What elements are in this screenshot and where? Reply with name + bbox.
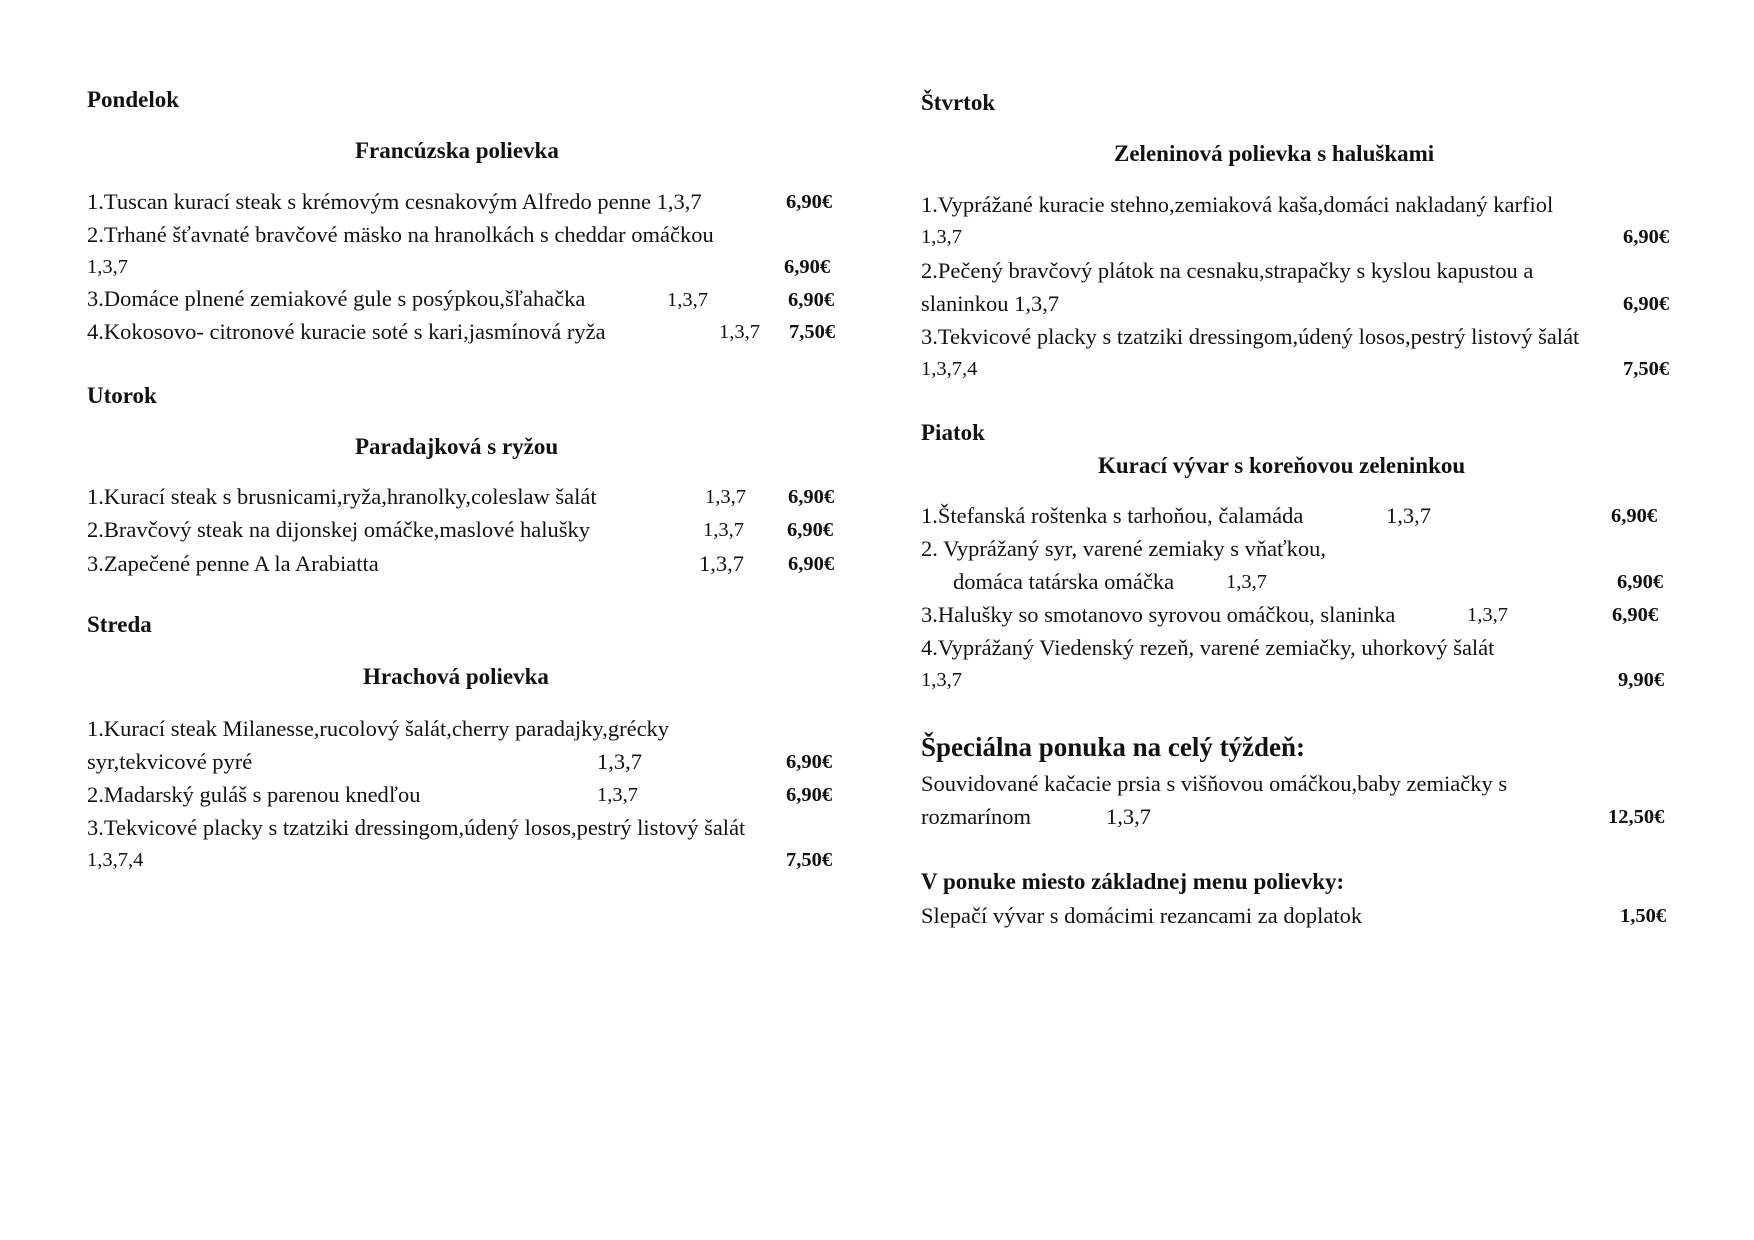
menu-item-text: 3.Tekvicové placky s tzatziki dressingom,údený losos,pestrý listový šalát <box>87 815 746 840</box>
menu-item-price: 6,90€ <box>787 519 834 541</box>
menu-item-price: 6,90€ <box>1623 226 1670 248</box>
menu-item-price: 6,90€ <box>1611 505 1658 527</box>
menu-item-text-continued: domáca tatárska omáčka <box>953 569 1175 594</box>
soup-of-day-utorok: Paradajková s ryžou <box>355 434 559 459</box>
menu-item-text: 1.Kurací steak s brusnicami,ryža,hranolky,coleslaw šalát <box>87 484 597 509</box>
special-offer-text: Souvidované kačacie prsia s višňovou omáčkou,baby zemiačky s <box>921 771 1508 796</box>
menu-item-price: 7,50€ <box>789 321 836 343</box>
soup-of-day-piatok: Kurací vývar s koreňovou zeleninkou <box>1098 453 1466 478</box>
menu-item-text-continued: slaninkou 1,3,7 <box>921 291 1060 316</box>
special-offer-text-continued: rozmarínom <box>921 804 1031 829</box>
menu-item-price: 6,90€ <box>786 191 833 213</box>
day-heading-stvrtok: Štvrtok <box>921 90 996 115</box>
menu-item-allergens: 1,3,7 <box>705 486 746 508</box>
menu-item-allergens: 1,3,7,4 <box>921 358 978 380</box>
menu-item-price: 6,90€ <box>1612 604 1659 626</box>
menu-item-price: 7,50€ <box>1623 358 1670 380</box>
menu-item-price: 6,90€ <box>1617 571 1664 593</box>
menu-item-text: 4.Kokosovo- citronové kuracie soté s kari,jasmínová ryža <box>87 319 606 344</box>
menu-item-price: 6,90€ <box>786 784 833 806</box>
soup-substitute-title: V ponuke miesto základnej menu polievky: <box>921 869 1345 894</box>
menu-item-text: 1.Tuscan kurací steak s krémovým cesnakovým Alfredo penne 1,3,7 <box>87 189 702 214</box>
menu-item-text: 3.Domáce plnené zemiakové gule s posýpkou,šľahačka <box>87 286 586 311</box>
soup-of-day-stvrtok: Zeleninová polievka s haluškami <box>1114 141 1435 166</box>
menu-item-allergens: 1,3,7 <box>597 784 638 806</box>
menu-item-price: 6,90€ <box>788 289 835 311</box>
menu-item-text: 2. Vyprážaný syr, varené zemiaky s vňaťkou, <box>921 536 1327 561</box>
menu-item-price: 6,90€ <box>784 256 831 278</box>
menu-item-allergens: 1,3,7 <box>597 749 642 774</box>
menu-item-price: 6,90€ <box>1623 293 1670 315</box>
soup-substitute-text: Slepačí vývar s domácimi rezancami za doplatok <box>921 903 1363 928</box>
day-heading-pondelok: Pondelok <box>87 87 180 112</box>
soup-of-day-pondelok: Francúzska polievka <box>355 138 559 163</box>
menu-item-price: 6,90€ <box>788 553 835 575</box>
menu-item-text: 3.Halušky so smotanovo syrovou omáčkou, slaninka <box>921 602 1396 627</box>
menu-item-text: 2.Bravčový steak na dijonskej omáčke,maslové halušky <box>87 517 590 542</box>
day-heading-utorok: Utorok <box>87 383 157 408</box>
menu-item-allergens: 1,3,7 <box>703 519 744 541</box>
menu-item-allergens: 1,3,7 <box>921 669 962 691</box>
menu-item-text-continued: syr,tekvicové pyré <box>87 749 253 774</box>
menu-item-text: 1.Štefanská roštenka s tarhoňou, čalamáda <box>921 503 1304 528</box>
menu-item-text: 4.Vyprážaný Viedenský rezeň, varené zemiačky, uhorkový šalát <box>921 635 1495 660</box>
menu-item-text: 2.Madarský guláš s parenou knedľou <box>87 782 421 807</box>
soup-substitute-price: 1,50€ <box>1620 905 1667 927</box>
menu-item-allergens: 1,3,7 <box>921 226 962 248</box>
menu-item-allergens: 1,3,7,4 <box>87 849 144 871</box>
special-offer-allergens: 1,3,7 <box>1106 804 1151 829</box>
special-offer-title: Špeciálna ponuka na celý týždeň: <box>921 732 1306 762</box>
menu-item-price: 9,90€ <box>1618 669 1665 691</box>
menu-item-price: 6,90€ <box>786 751 833 773</box>
menu-item-allergens: 1,3,7 <box>1386 503 1431 528</box>
soup-of-day-streda: Hrachová polievka <box>363 664 549 689</box>
menu-item-text: 1.Vyprážané kuracie stehno,zemiaková kaša,domáci nakladaný karfiol <box>921 192 1554 217</box>
menu-item-text: 3.Tekvicové placky s tzatziki dressingom,údený losos,pestrý listový šalát <box>921 324 1580 349</box>
menu-item-text: 3.Zapečené penne A la Arabiatta <box>87 551 379 576</box>
menu-item-text: 2.Pečený bravčový plátok na cesnaku,strapačky s kyslou kapustou a <box>921 258 1534 283</box>
menu-item-allergens: 1,3,7 <box>87 256 128 278</box>
menu-item-allergens: 1,3,7 <box>719 321 760 343</box>
menu-item-allergens: 1,3,7 <box>667 289 708 311</box>
menu-item-text: 2.Trhané šťavnaté bravčové mäsko na hranolkách s cheddar omáčkou <box>87 222 714 247</box>
day-heading-piatok: Piatok <box>921 420 985 445</box>
menu-item-price: 7,50€ <box>786 849 833 871</box>
menu-item-price: 6,90€ <box>788 486 835 508</box>
menu-item-allergens: 1,3,7 <box>699 551 744 576</box>
special-offer-price: 12,50€ <box>1608 806 1665 828</box>
menu-item-allergens: 1,3,7 <box>1467 604 1508 626</box>
day-heading-streda: Streda <box>87 612 152 637</box>
menu-item-text: 1.Kurací steak Milanesse,rucolový šalát,cherry paradajky,grécky <box>87 716 670 741</box>
menu-item-allergens: 1,3,7 <box>1226 571 1267 593</box>
